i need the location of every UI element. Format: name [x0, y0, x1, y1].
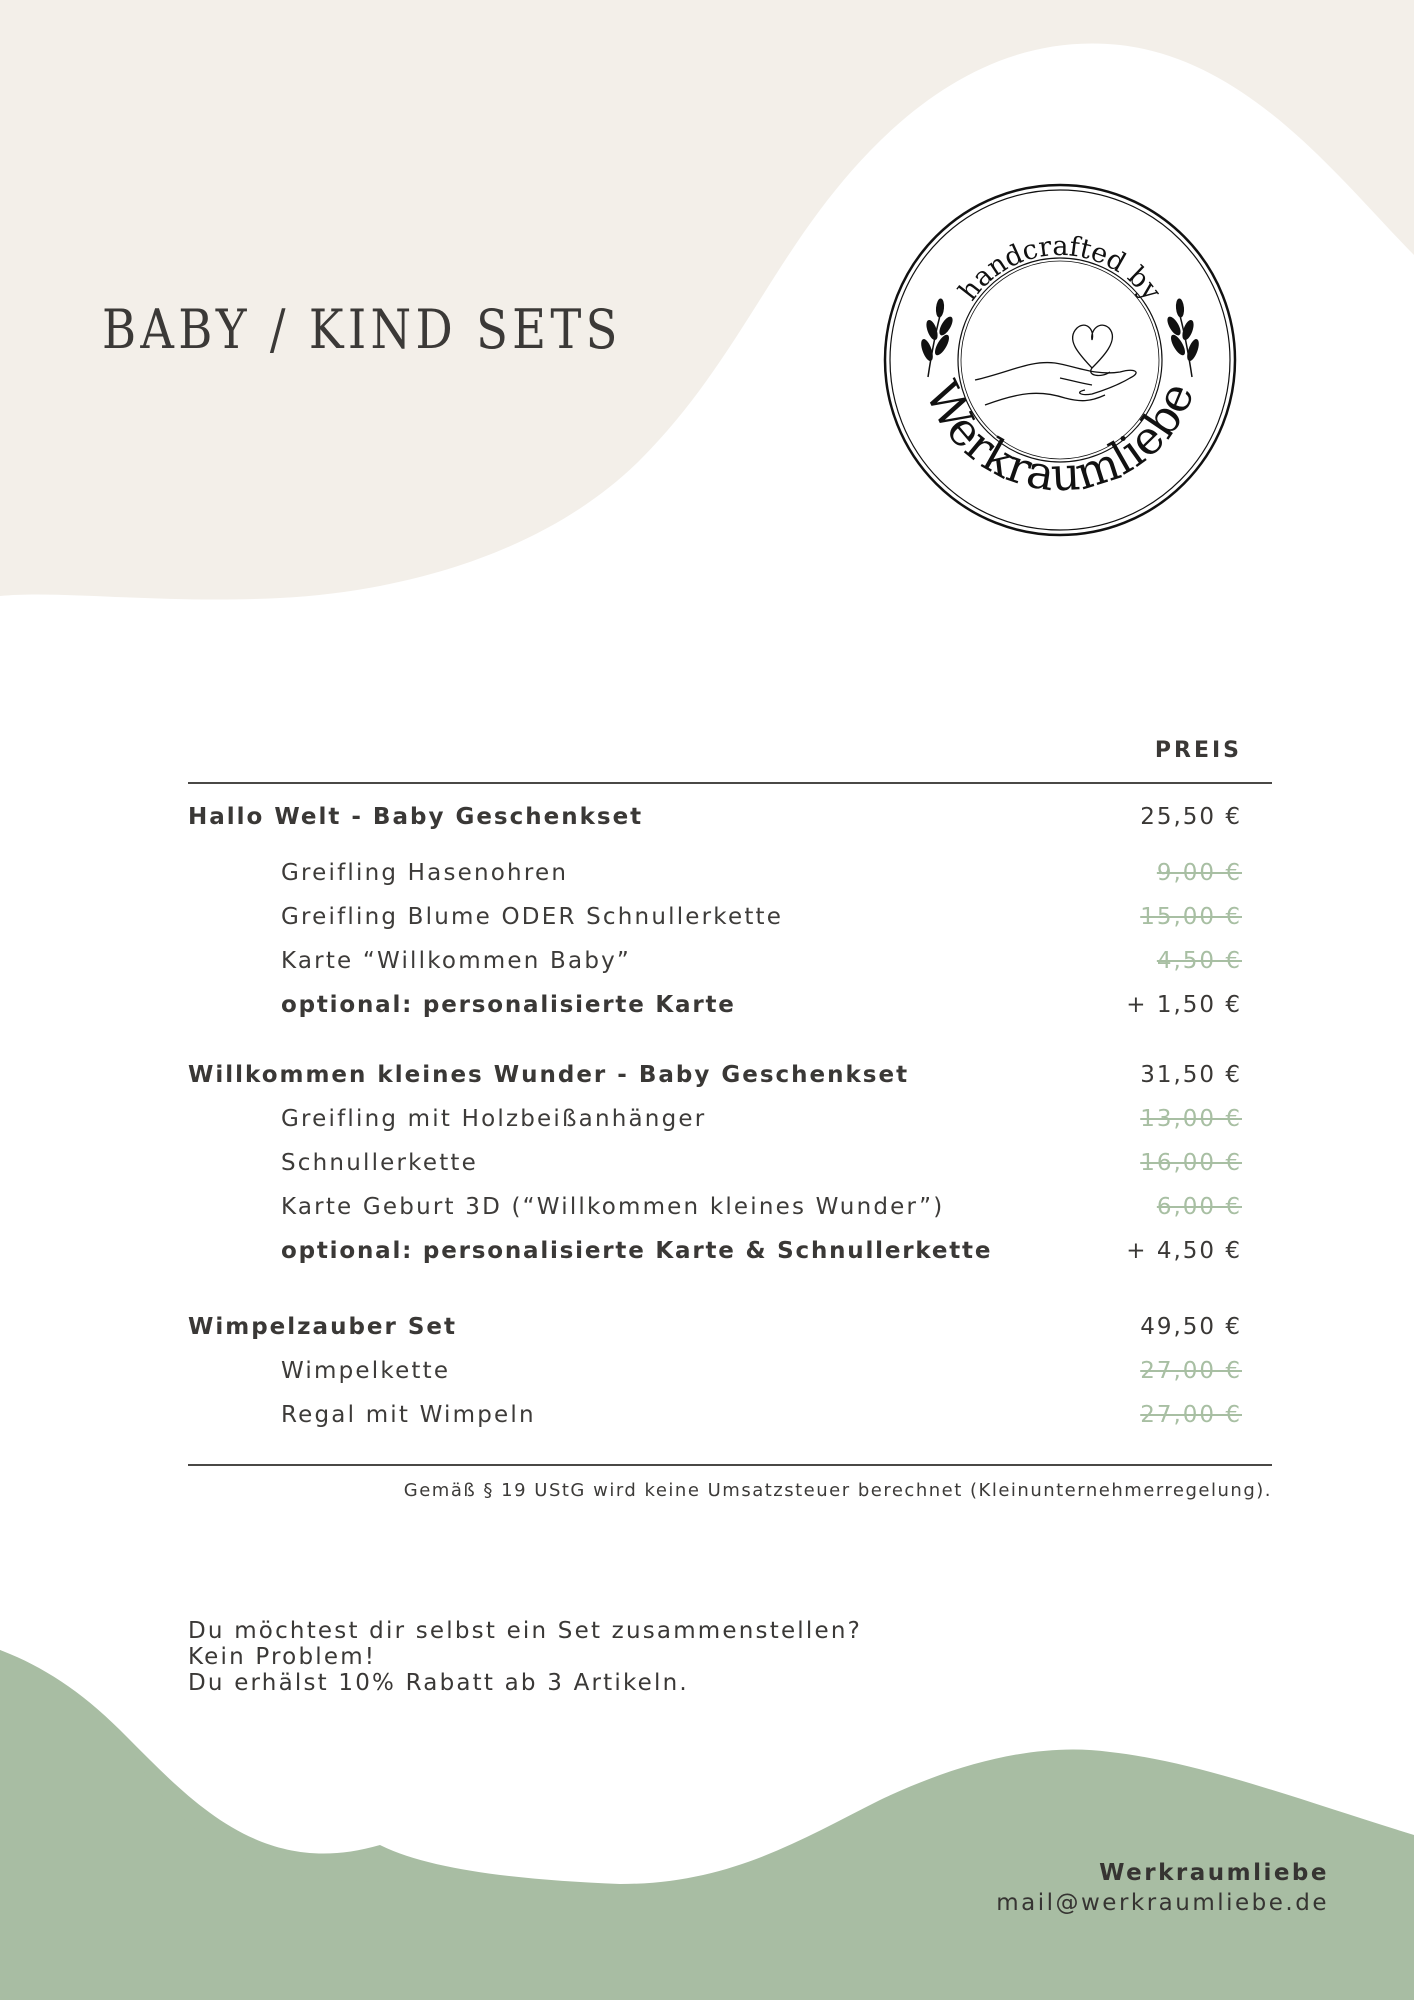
- set-price: 25,50 €: [1140, 804, 1242, 830]
- set-item-row: [188, 1142, 1272, 1186]
- item-name: Karte Geburt 3D (“Willkommen kleines Wunder”): [281, 1194, 945, 1220]
- set-name: Willkommen kleines Wunder - Baby Geschenkset: [188, 1062, 910, 1088]
- item-original-price: 9,00 €: [1156, 860, 1242, 886]
- price-table: [188, 730, 1272, 1501]
- set-name: Hallo Welt - Baby Geschenkset: [188, 804, 644, 830]
- logo-bottom-text: Werkraumliebe: [914, 372, 1205, 502]
- bottom-divider: [188, 1464, 1272, 1466]
- set-name: Wimpelzauber Set: [188, 1314, 458, 1340]
- company-name: Werkraumliebe: [1099, 1860, 1329, 1886]
- logo-top-text: handcrafted by: [953, 230, 1168, 307]
- item-name: Greifling mit Holzbeißanhänger: [281, 1106, 707, 1132]
- right-branch-icon: [1166, 299, 1201, 377]
- item-name: Wimpelkette: [281, 1358, 451, 1384]
- item-original-price: 6,00 €: [1156, 1194, 1242, 1220]
- item-name: Regal mit Wimpeln: [281, 1402, 536, 1428]
- set-row: [188, 1054, 1272, 1098]
- optional-price: + 1,50 €: [1126, 992, 1242, 1018]
- item-name: Greifling Blume ODER Schnullerkette: [281, 904, 784, 930]
- tax-note: Gemäß § 19 UStG wird keine Umsatzsteuer berechnet (Kleinunternehmerregelung).: [403, 1480, 1272, 1501]
- set-item-row: [188, 1186, 1272, 1230]
- werkraumliebe-logo: [880, 180, 1240, 540]
- promo-line: Du erhälst 10% Rabatt ab 3 Artikeln.: [188, 1670, 689, 1696]
- item-name: Greifling Hasenohren: [281, 860, 569, 886]
- item-original-price: 13,00 €: [1140, 1106, 1242, 1132]
- optional-name: optional: personalisierte Karte & Schnullerkette: [281, 1238, 993, 1264]
- set-item-row: [188, 1098, 1272, 1142]
- optional-row: [188, 1230, 1272, 1274]
- item-original-price: 15,00 €: [1140, 904, 1242, 930]
- item-original-price: 27,00 €: [1140, 1358, 1242, 1384]
- set-item-row: [188, 896, 1272, 940]
- optional-price: + 4,50 €: [1126, 1238, 1242, 1264]
- set-price: 31,50 €: [1140, 1062, 1242, 1088]
- contact-block: [996, 1860, 1329, 1916]
- promo-line: Du möchtest dir selbst ein Set zusammenstellen?: [188, 1618, 863, 1644]
- optional-name: optional: personalisierte Karte: [281, 992, 736, 1018]
- set-row: [188, 1306, 1272, 1350]
- set-item-row: [188, 1394, 1272, 1438]
- set-item-row: [188, 852, 1272, 896]
- item-original-price: 16,00 €: [1140, 1150, 1242, 1176]
- optional-row: [188, 984, 1272, 1028]
- page-title: BABY / KIND SETS: [102, 298, 622, 362]
- email-link[interactable]: mail@werkraumliebe.de: [996, 1890, 1329, 1916]
- left-branch-icon: [919, 299, 954, 377]
- price-column-header: PREIS: [1154, 738, 1242, 763]
- item-original-price: 4,50 €: [1156, 948, 1242, 974]
- item-name: Schnullerkette: [281, 1150, 478, 1176]
- hand-holding-heart-icon: [975, 325, 1136, 405]
- table-header: [188, 730, 1272, 770]
- item-original-price: 27,00 €: [1140, 1402, 1242, 1428]
- promo-text: [188, 1618, 862, 1696]
- set-item-row: [188, 940, 1272, 984]
- item-name: Karte “Willkommen Baby”: [281, 948, 632, 974]
- set-price: 49,50 €: [1140, 1314, 1242, 1340]
- set-row: [188, 796, 1272, 840]
- set-item-row: [188, 1350, 1272, 1394]
- promo-line: Kein Problem!: [188, 1644, 377, 1670]
